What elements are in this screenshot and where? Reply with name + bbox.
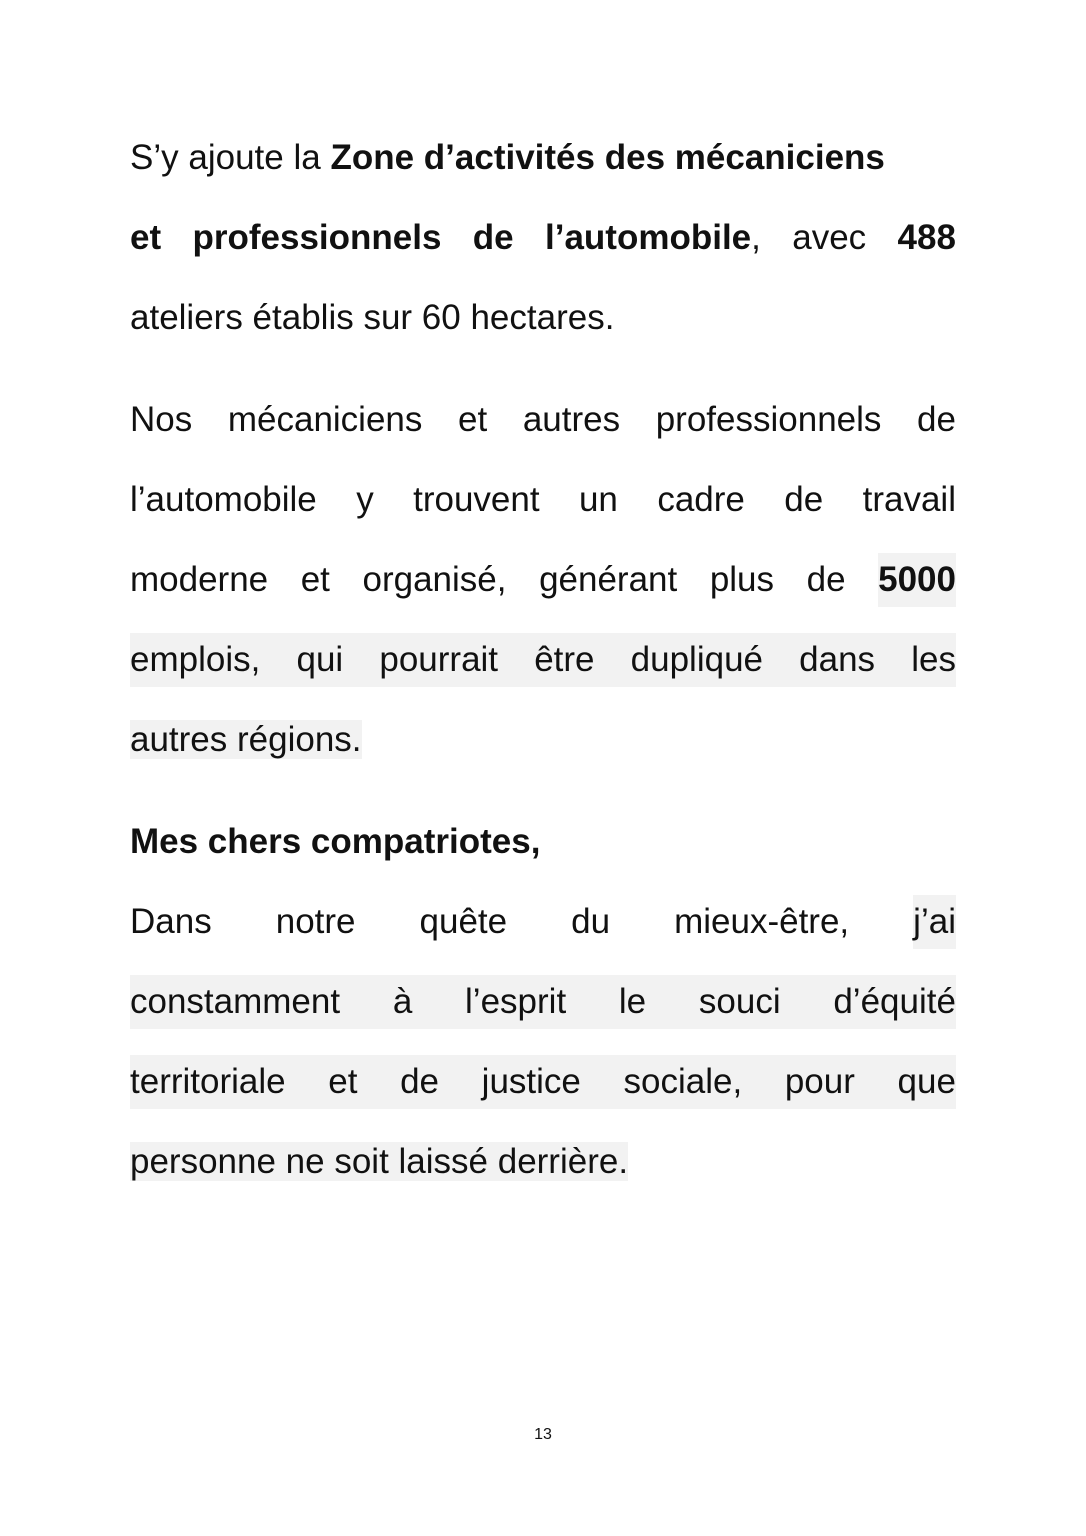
bold-word: l’automobile (545, 218, 752, 257)
bold-number: 488 (897, 218, 956, 257)
word: S’y (130, 138, 179, 177)
word: et (328, 1062, 358, 1101)
word: être (534, 640, 595, 679)
word: et (458, 400, 488, 439)
word: générant (539, 560, 678, 599)
word: de (806, 560, 846, 599)
paragraph-1-line-2 (130, 211, 956, 265)
word: Nos (130, 400, 193, 439)
word: mécaniciens (227, 400, 423, 439)
word: l’esprit (465, 982, 567, 1021)
word: souci (698, 982, 781, 1021)
word: qui (296, 640, 344, 679)
word: d’équité (833, 982, 956, 1021)
word: de (400, 1062, 440, 1101)
bold-word: de (472, 218, 514, 257)
word: l’automobile (130, 480, 317, 519)
word: trouvent (413, 480, 540, 519)
paragraph-3-line-4 (130, 1135, 628, 1189)
word: dupliqué (630, 640, 763, 679)
word: un (578, 480, 618, 519)
word: sociale, (623, 1062, 743, 1101)
paragraph-2-line-5 (130, 713, 362, 767)
word: constamment (130, 982, 341, 1021)
word: y (356, 480, 374, 519)
word: du (571, 902, 611, 941)
bold-word: des (604, 138, 666, 177)
highlighted-word: j’ai (913, 895, 956, 949)
word: et (300, 560, 330, 599)
word: que (897, 1062, 956, 1101)
word: mieux-être, (674, 902, 850, 941)
word: les (911, 640, 956, 679)
word: professionnels (655, 400, 882, 439)
highlighted-text: autres régions. (130, 720, 362, 759)
page-number: 13 (534, 1426, 552, 1443)
word: travail (862, 480, 956, 519)
salutation-heading: Mes chers compatriotes, (130, 822, 541, 861)
word: plus (709, 560, 775, 599)
paragraph-3-line-3 (130, 1055, 956, 1109)
word: quête (419, 902, 508, 941)
word: la (293, 138, 321, 177)
word: cadre (657, 480, 745, 519)
paragraph-2-line-2 (130, 473, 956, 527)
bold-word: Zone (330, 138, 415, 177)
paragraph-2-line-3 (130, 553, 956, 607)
highlighted-text: personne ne soit laissé derrière. (130, 1142, 629, 1181)
paragraph-3-line-1 (130, 895, 956, 949)
word: de (784, 480, 824, 519)
word: moderne (130, 560, 269, 599)
bold-word: et (130, 218, 162, 257)
bold-word: professionnels (192, 218, 442, 257)
word: emplois, (130, 640, 261, 679)
paragraph-2-line-4 (130, 633, 956, 687)
paragraph-1-line-3: ateliers établis sur 60 hectares. (130, 298, 615, 337)
word: autres (522, 400, 621, 439)
bold-word: d’activités (423, 138, 595, 177)
word: à (392, 982, 413, 1021)
word: territoriale (130, 1062, 286, 1101)
paragraph-2-line-1 (130, 393, 956, 447)
paragraph-1-line-1 (130, 131, 956, 185)
word: Dans (130, 902, 212, 941)
highlighted-bold-number: 5000 (878, 553, 956, 607)
word: de (917, 400, 956, 439)
word: organisé, (362, 560, 507, 599)
word: ajoute (188, 138, 284, 177)
paragraph-3-line-2 (130, 975, 956, 1029)
word: notre (275, 902, 356, 941)
word: le (618, 982, 647, 1021)
bold-word: mécaniciens (674, 138, 885, 177)
word: pour (784, 1062, 855, 1101)
word: pourrait (379, 640, 499, 679)
word: dans (799, 640, 876, 679)
word: justice (481, 1062, 581, 1101)
word: avec (792, 218, 867, 257)
comma: , (751, 218, 761, 257)
